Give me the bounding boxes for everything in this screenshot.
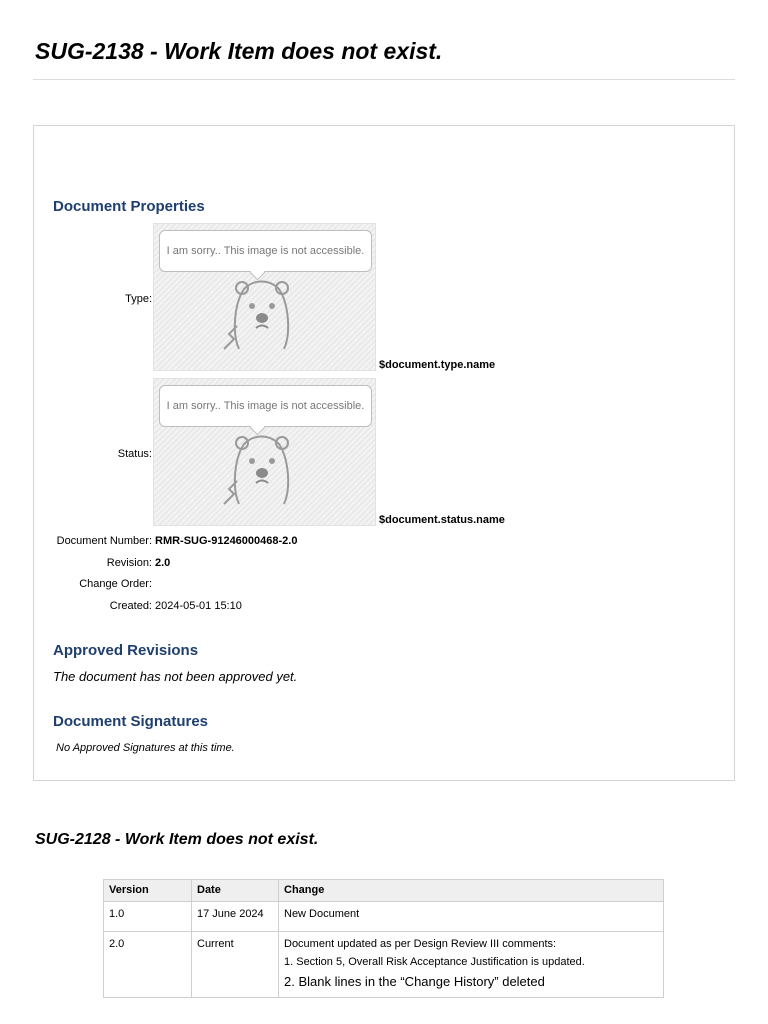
approved-revisions-note: The document has not been approved yet. [53, 669, 298, 684]
document-properties-heading: Document Properties [53, 198, 205, 215]
broken-image-type [153, 223, 376, 371]
revision-value: 2.0 [155, 557, 171, 569]
change-history-table [103, 879, 664, 998]
status-value: $document.status.name [379, 514, 505, 526]
document-number-label: Document Number: [56, 535, 152, 547]
type-label: Type: [125, 293, 152, 305]
bear-icon [204, 274, 314, 354]
date-cell: 17 June 2024 [192, 902, 279, 932]
approved-revisions-heading: Approved Revisions [53, 642, 199, 659]
page-title: SUG-2138 - Work Item does not exist. [35, 38, 443, 64]
document-number-value: RMR-SUG-91246000468-2.0 [155, 535, 298, 547]
change-order-label: Change Order: [79, 578, 152, 590]
broken-image-message: I am sorry.. This image is not accessible. [159, 230, 372, 272]
version-cell: 2.0 [104, 932, 192, 998]
change-line: 2. Blank lines in the “Change History” deleted [284, 974, 545, 989]
document-signatures-heading: Document Signatures [53, 713, 209, 730]
title-divider [33, 79, 735, 80]
change-line: 1. Section 5, Overall Risk Acceptance Justification is updated. [284, 956, 585, 968]
broken-image-status [153, 378, 376, 526]
revision-label: Revision: [106, 557, 152, 569]
column-header-change: Change [279, 880, 664, 902]
created-label: Created: [109, 600, 152, 612]
created-value: 2024-05-01 15:10 [155, 600, 242, 612]
status-label: Status: [117, 448, 152, 460]
date-cell: Current [192, 932, 279, 998]
broken-image-message: I am sorry.. This image is not accessible. [159, 385, 372, 427]
column-header-version: Version [104, 880, 192, 902]
table-row [104, 902, 664, 932]
table-row [104, 932, 664, 998]
column-header-date: Date [192, 880, 279, 902]
change-line: Document updated as per Design Review III comments: [284, 938, 557, 950]
bear-icon [204, 429, 314, 509]
type-value: $document.type.name [379, 359, 496, 371]
document-signatures-note: No Approved Signatures at this time. [56, 742, 235, 754]
version-cell: 1.0 [104, 902, 192, 932]
table-header-row [104, 880, 664, 902]
change-cell: New Document [279, 902, 664, 932]
change-history-title: SUG-2128 - Work Item does not exist. [35, 831, 319, 848]
change-cell [279, 932, 664, 998]
